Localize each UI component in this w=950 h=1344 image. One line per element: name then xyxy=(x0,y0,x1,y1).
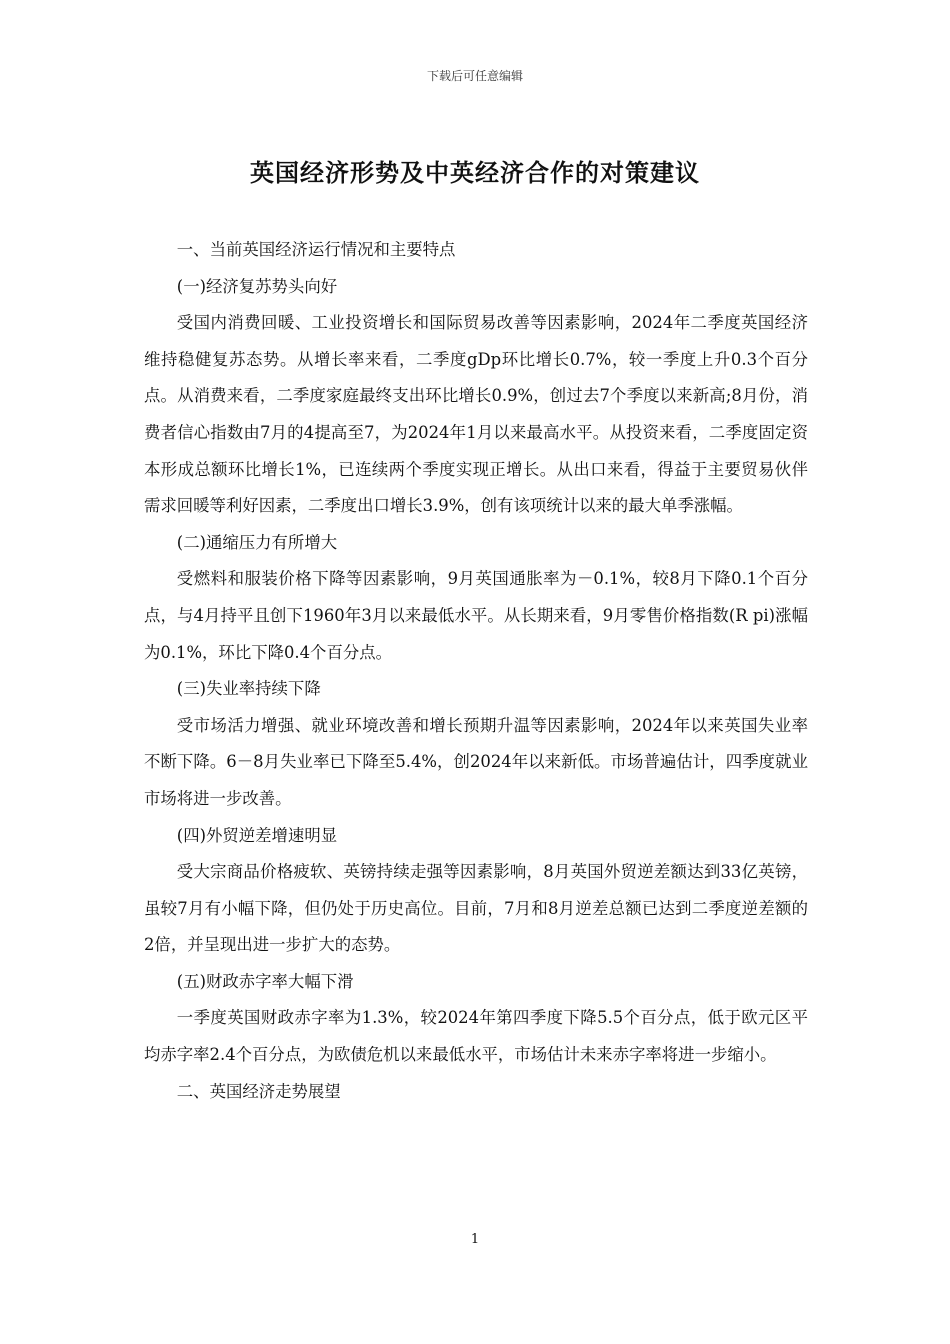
subsection-heading-2: (二)通缩压力有所增大 xyxy=(176,532,338,552)
paragraph-1: 受国内消费回暖、工业投资增长和国际贸易改善等因素影响，2024年二季度英国经济维持稳健复苏态势。从增长率来看，二季度gDp环比增长0.7%，较一季度上升0.3个百分点。从消费来看，二季度家庭最终支出环比增长0.9%，创过去7个季度以来新高;8月份，消费者信心指数由7月的4提高至7，为2024年1月以来最高水平。从投资来看，二季度固定资本形成总额环比增长1%，已连续两个季度实现正增长。从出口来看，得益于主要贸易伙伴需求回暖等利好因素，二季度出口增长3.9%，创有该项统计以来的最大单季涨幅。 xyxy=(144,313,808,516)
document-title: 英国经济形势及中英经济合作的对策建议 xyxy=(250,158,700,187)
subsection-heading-4: (四)外贸逆差增速明显 xyxy=(176,825,338,845)
subsection-heading-3: (三)失业率持续下降 xyxy=(176,679,321,699)
subsection-heading-5: (五)财政赤字率大幅下滑 xyxy=(176,971,354,991)
paragraph-4: 受大宗商品价格疲软、英镑持续走强等因素影响，8月英国外贸逆差额达到33亿英镑，虽较7月有小幅下降，但仍处于历史高位。目前，7月和8月逆差总额已达到二季度逆差额的2倍，并呈现出进一步扩大的态势。 xyxy=(144,862,808,955)
section-heading-1: 一、当前英国经济运行情况和主要特点 xyxy=(176,240,456,259)
section-heading-2: 二、英国经济走势展望 xyxy=(176,1081,341,1101)
header-note: 下载后可任意编辑 xyxy=(426,69,523,83)
paragraph-3: 受市场活力增强、就业环境改善和增长预期升温等因素影响，2024年以来英国失业率不断下降。6－8月失业率已下降至5.4%，创2024年以来新低。市场普遍估计，四季度就业市场将进一步改善。 xyxy=(144,715,808,808)
document-body xyxy=(144,232,808,1110)
subsection-heading-1: (一)经济复苏势头向好 xyxy=(176,276,338,296)
paragraph-5: 一季度英国财政赤字率为1.3%，较2024年第四季度下降5.5个百分点，低于欧元区平均赤字率2.4个百分点，为欧债危机以来最低水平，市场估计未来赤字率将进一步缩小。 xyxy=(144,1008,808,1065)
page-number: 1 xyxy=(470,1232,480,1247)
paragraph-2: 受燃料和服装价格下降等因素影响，9月英国通胀率为－0.1%，较8月下降0.1个百分点，与4月持平且创下1960年3月以来最低水平。从长期来看，9月零售价格指数(R pi)涨幅为0.1%，环比下降0.4个百分点。 xyxy=(144,569,808,662)
